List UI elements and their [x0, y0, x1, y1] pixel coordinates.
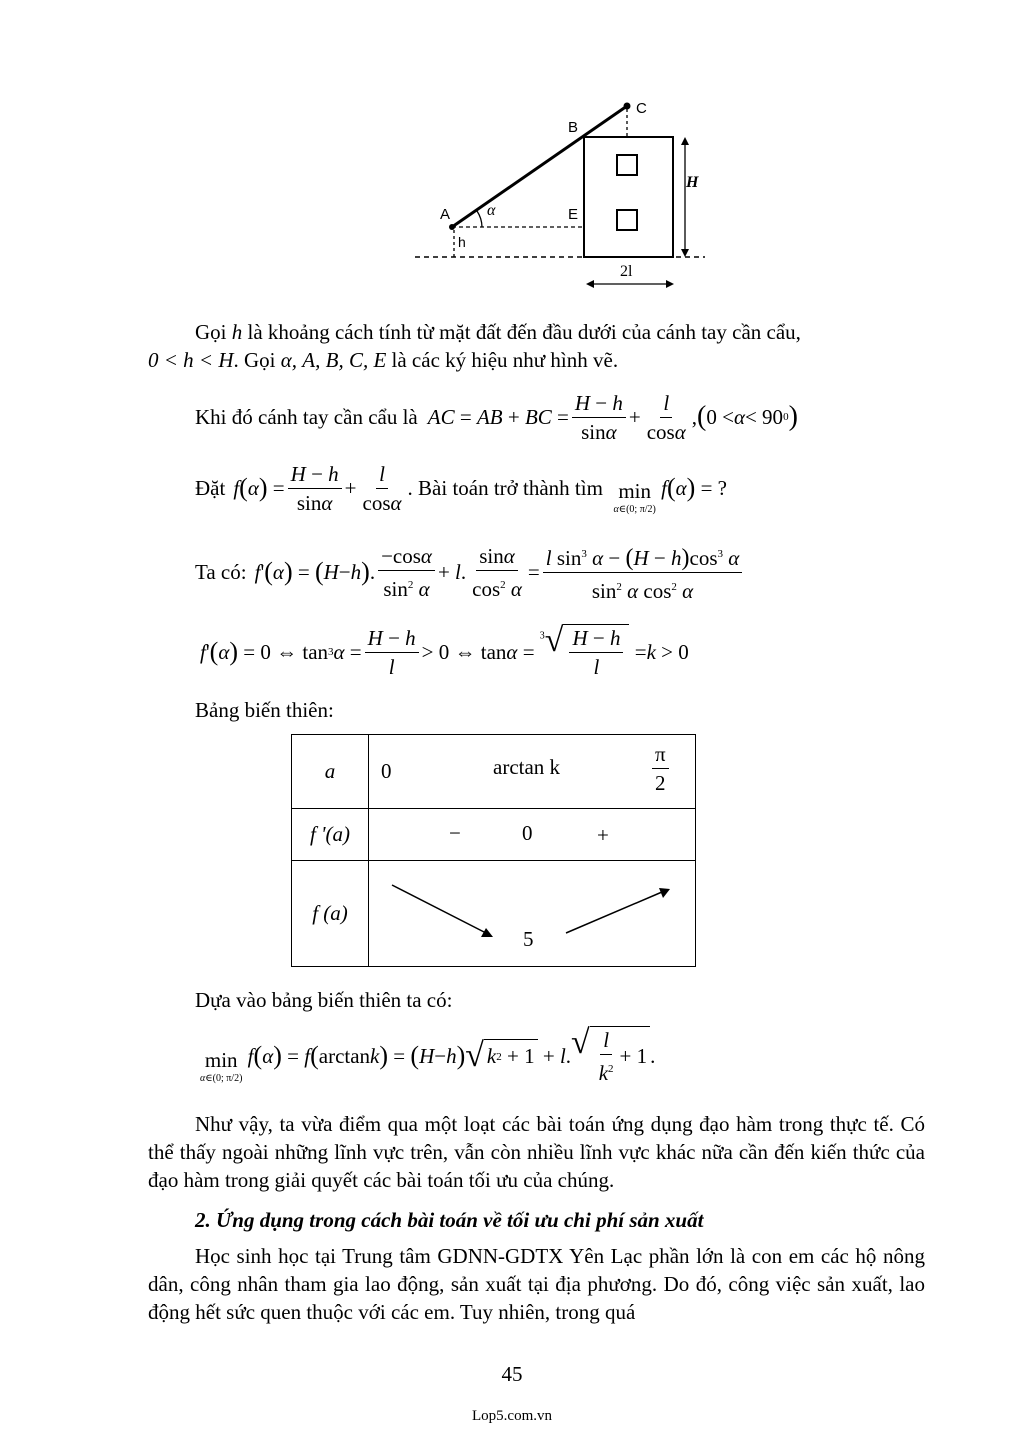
row-x-values: 0 arctan k $\frac{\pi}{2}$	[369, 735, 696, 809]
label-b: B	[568, 119, 579, 136]
label-h-big: H	[686, 174, 699, 191]
row-label-fprime: f '(a)	[292, 809, 369, 861]
section-heading: 2. Ứng dụng trong cách bài toán về tối ưu chi phí sản xuất	[195, 1208, 704, 1232]
alpha-arc	[477, 211, 482, 227]
eq-crane-length: Khi đó cánh tay cần cẩu là AC = AB + BC = $\frac{H - h}{\sin\alpha}$ + $\frac{l}{\cos\alpha}$ , ( 0 < α < 90 0 )	[195, 390, 798, 444]
paragraph-intro: Gọi h là khoảng cách tính từ mặt đất đến đầu dưới của cánh tay cần cẩu,	[195, 320, 801, 344]
label-e: E	[568, 206, 579, 223]
after-table-text: Dựa vào bảng biến thiên ta có:	[195, 988, 453, 1012]
window-top	[617, 155, 637, 175]
site-footer: Lop5.com.vn	[472, 1408, 552, 1424]
eq-derivative: Ta có: f ' ( α ) = ( H − h ) . $\frac{-\cos\alpha}{\sin^2 \alpha}$ + l . $\frac{\sin\alpha}{\cos^2 \alpha}$ = $\frac{l \sin^3 \alpha - (H - h)\cos^3 \alpha}{\sin^2 \alpha \cos^2 \alpha}$	[195, 540, 745, 604]
label-a: A	[440, 206, 451, 223]
paragraph-summary: Như vậy, ta vừa điểm qua một loạt các bài toán ứng dụng đạo hàm trong thực tế. Có thể thấy ngoài những lĩnh vực trên, vẫn còn nhiều lĩnh vực khác nữa cần đến kiến thức của đạo hàm trong giải quyết các bài toán tối ưu của chúng.	[148, 1112, 925, 1192]
min-value: 5	[523, 927, 534, 951]
label-c: C	[636, 100, 647, 117]
eq-define-f: Đặt f ( α ) = $\frac{H - h}{\sin\alpha}$ + $\frac{l}{\cos\alpha}$ . Bài toán trở thành tìm min α∈(0; π/2) f ( α ) = ?	[195, 461, 728, 515]
row-label-a: a	[292, 735, 369, 809]
crane-diagram	[410, 95, 720, 295]
label-h-small: h	[458, 234, 466, 250]
eq-minimum: min α∈(0; π/2) f ( α ) = f ( arctan k ) = ( H − h ) √ k 2 + 1 + l . √ $\frac{l}{k^2}$ + 1 .	[200, 1024, 656, 1085]
eq-critical-point: f ' ( α ) = 0 ⇔ tan 3 α = $\frac{H - h}{l}$ > 0 ⇔ tan α = $^3$√ $\frac{H - h}{l}$ = k > 0	[200, 622, 689, 679]
point-c	[624, 103, 631, 110]
window-bottom	[617, 210, 637, 230]
variation-arrows	[369, 861, 699, 967]
row-sign: − 0 +	[369, 809, 696, 861]
label-2l: 2l	[620, 263, 633, 280]
page-number: 45	[501, 1362, 523, 1386]
label-alpha: α	[487, 202, 496, 219]
crane-arm	[452, 106, 627, 227]
paragraph-intro-line2: 0 < h < H. Gọi α, A, B, C, E là các ký hiệu như hình vẽ.	[148, 348, 619, 372]
paragraph-last: Học sinh học tại Trung tâm GDNN-GDTX Yên Lạc phần lớn là con em các hộ nông dân, công nhân tham gia lao động, sản xuất tại địa phương. Do đó, công việc sản xuất, lao động hết sức quen thuộc với các em. Tuy nhiên, trong quá	[148, 1244, 925, 1324]
row-variation	[369, 861, 696, 967]
row-label-f: f (a)	[292, 861, 369, 967]
table-title: Bảng biến thiên:	[195, 698, 334, 722]
variation-table	[291, 734, 696, 967]
